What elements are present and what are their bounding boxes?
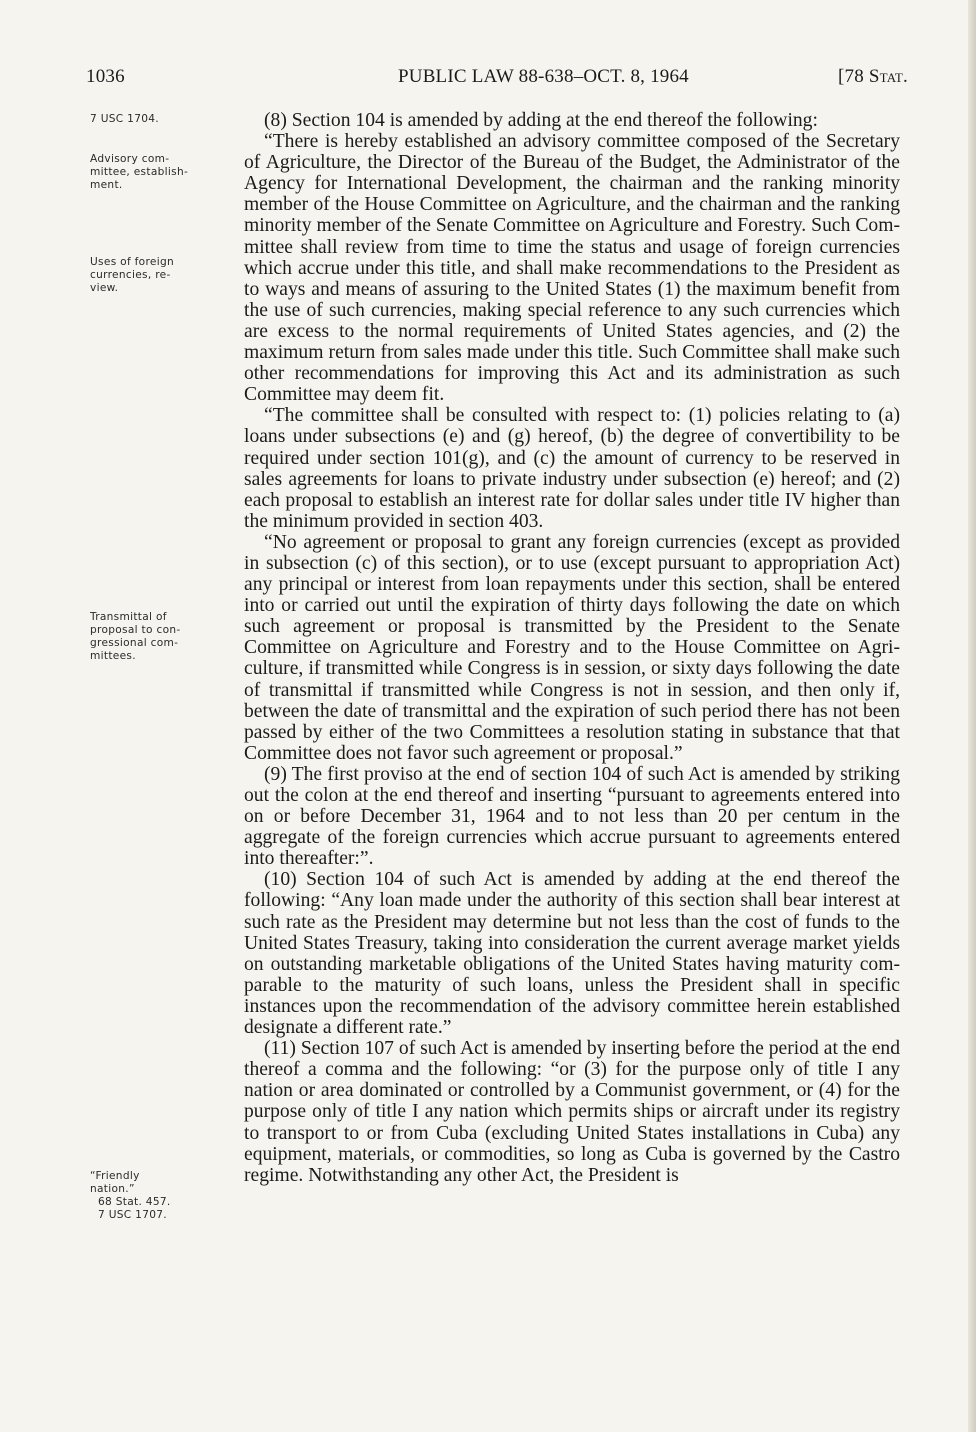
margin-note-foreign-currencies <box>90 256 240 295</box>
page-header <box>86 66 908 92</box>
paragraph-no-agreement: “No agreement or proposal to grant any foreign currencies (except as provided in subsection (c) of this section), or to use (except pursuant to appropriation Act) any principal or interest from loan repayments under this section, shall be entered into or carried out until the expiration of thirty days following the date on which such agreement or proposal is transmitted by the President to the Senate Committee on Agriculture and Forestry and to the House Committee on Agriculture, if transmitted while Congress is in session, or sixty days following the date of transmittal if transmitted while Congress is not in session, and then only if, between the date of transmittal and the expiration of such period there has not been passed by either of the two Committees a resolution stating in substance that that Committee does not favor such agreement or proposal.” <box>244 531 900 764</box>
margin-note-line: view. <box>90 282 119 294</box>
margin-note-advisory-committee <box>90 153 240 192</box>
page-edge <box>968 0 976 1432</box>
margin-note-line: nation.” <box>90 1183 135 1195</box>
page-number: 1036 <box>86 66 125 87</box>
paragraph-advisory-committee: “There is hereby established an advisory committee composed of the Secretary of Agriculture, the Director of the Bureau of the Budget, the Administrator of the Agency for International Development, the chairman and the ranking minority member of the House Committee on Agriculture, and the chairman and the ranking minority member of the Senate Committee on Agriculture and Forestry. Such Committee shall review from time to time the status and usage of foreign currencies which accrue under this title, and shall make recommendations to the President as to ways and means of assuring to the United States (1) the maximum benefit from the use of such currencies, making special reference to any such currencies which are excess to the normal requirements of United States agencies, and (2) the maximum return from sales made under this title. Such Committee shall make such other recommendations for improving this Act and its administration as such Committee may deem fit. <box>244 131 900 406</box>
paragraph-committee-consultation: “The committee shall be consulted with respect to: (1) policies relating to (a) loans under subsections (e) and (g) hereof, (b) the degree of convertibility to be required under section 101(g), and (c) the amount of currency to be reserved in sales agreements for loans to private industry under subsection (e) hereof; and (2) each proposal to establish an interest rate for dollar sales under title IV higher than the minimum provided in section 403. <box>244 405 900 532</box>
margin-note-line: mittees. <box>90 650 136 662</box>
margin-note-usc-citation <box>90 113 240 126</box>
paragraph-section-9: (9) The first proviso at the end of section 104 of such Act is amended by striking out the colon at the end thereof and inserting “pursuant to agreements entered into on or before December 31, 1964 and to not less than 20 per centum in the aggregate of the foreign currencies which accrue pursuant to agreements entered into thereafter:”. <box>244 763 900 870</box>
margin-note-line: Transmittal of <box>90 611 167 623</box>
margin-note-line: proposal to con- <box>90 624 181 636</box>
margin-note-line: ment. <box>90 179 123 191</box>
margin-note-line: currencies, re- <box>90 269 171 281</box>
statute-body <box>244 110 900 1186</box>
margin-note-line: gressional com- <box>90 637 179 649</box>
margin-note-line: “Friendly <box>90 1170 140 1182</box>
paragraph-section-10: (10) Section 104 of such Act is amended by adding at the end thereof the following: “Any loan made under the authority of this section shall bear interest at such rate as the President may determine but not less than the cost of funds to the United States Treasury, taking into consideration the current average market yields on outstanding marketable obligations of the United States having maturity comparable to the maturity of such loans, unless the President shall in specific instances upon the recommendation of the advisory committee herein established designate a different rate.” <box>244 869 900 1039</box>
margin-note-line: Advisory com- <box>90 153 170 165</box>
running-title: PUBLIC LAW 88-638–OCT. 8, 1964 <box>398 66 689 87</box>
paragraph-section-8: (8) Section 104 is amended by adding at the end thereof the following: <box>264 110 818 131</box>
margin-note-transmittal <box>90 611 240 663</box>
margin-note-friendly-nation <box>90 1170 240 1222</box>
margin-note-line: Uses of foreign <box>90 256 174 268</box>
margin-note-line: 7 USC 1707. <box>98 1209 167 1221</box>
volume-reference: [78 Stat. <box>838 66 908 87</box>
margin-note-line: 68 Stat. 457. <box>98 1196 171 1208</box>
paragraph-section-11: (11) Section 107 of such Act is amended by inserting before the period at the end thereof a comma and the following: “or (3) for the purpose only of title I any nation or area dominated or controlled by a Communist government, or (4) for the purpose only of title I any nation which permits ships or aircraft under its registry to transport to or from Cuba (excluding United States installations in Cuba) any equipment, materials, or commodities, so long as Cuba is governed by the Castro regime. Notwithstanding any other Act, the President is <box>244 1038 900 1186</box>
margin-note-line: mittee, establish- <box>90 166 189 178</box>
margin-note-line: 7 USC 1704. <box>90 113 159 125</box>
